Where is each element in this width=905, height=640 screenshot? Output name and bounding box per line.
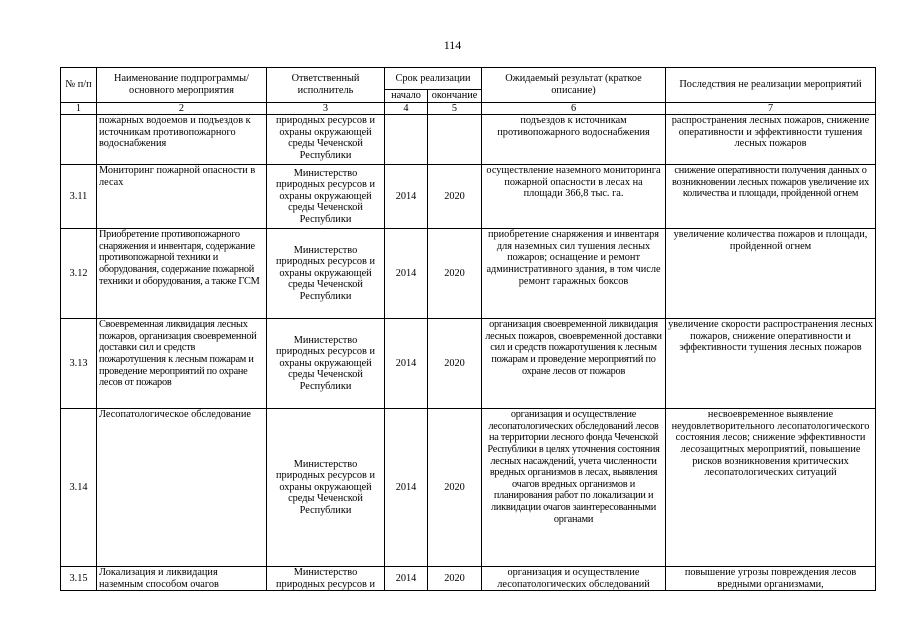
header-start: начало	[385, 90, 428, 103]
row-executor: Министерство природных ресурсов и охраны окружающей среды Чеченской Республики	[267, 409, 385, 567]
row-executor: Министерство природных ресурсов и охраны окружающей среды Чеченской Республики	[267, 229, 385, 319]
row-consequences: повышение угрозы повреждения лесов вредными организмами,	[666, 567, 876, 591]
row-result: приобретение снаряжения и инвентаря для наземных сил тушения лесных пожаров; оснащение и ремонт административного здания, в том числе ремонт гаражных боксов	[482, 229, 666, 319]
events-table	[60, 67, 876, 591]
col-number: 3	[267, 102, 385, 115]
row-start: 2014	[385, 229, 428, 319]
row-end: 2020	[428, 229, 482, 319]
row-start	[385, 115, 428, 165]
row-num: 3.13	[61, 319, 97, 409]
row-end: 2020	[428, 165, 482, 229]
table-row	[61, 319, 876, 409]
table-row	[61, 165, 876, 229]
header-num: № п/п	[61, 68, 97, 103]
row-num: 3.12	[61, 229, 97, 319]
header-end: окончание	[428, 90, 482, 103]
col-number: 4	[385, 102, 428, 115]
header-result: Ожидаемый результат (краткое описание)	[482, 68, 666, 103]
row-num	[61, 115, 97, 165]
row-result: организация и осуществление лесопатологических обследований	[482, 567, 666, 591]
row-executor: Министерство природных ресурсов и	[267, 567, 385, 591]
header-consequences: Последствия не реализации мероприятий	[666, 68, 876, 103]
header-executor: Ответственный исполнитель	[267, 68, 385, 103]
page-number: 114	[443, 38, 462, 52]
col-number: 1	[61, 102, 97, 115]
col-number: 7	[666, 102, 876, 115]
row-consequences: увеличение количества пожаров и площади, пройденной огнем	[666, 229, 876, 319]
header-row-1	[61, 68, 876, 90]
row-start: 2014	[385, 165, 428, 229]
row-name: Приобретение противопожарного снаряжения и инвентаря, содержание противопожарной техники и оборудования, содержание пожарной техники и оборудования, а также ГСМ	[97, 229, 267, 319]
header-term: Срок реализации	[385, 68, 482, 90]
table-row	[61, 409, 876, 567]
table-row	[61, 567, 876, 591]
row-consequences: увеличение скорости распространения лесных пожаров, снижение оперативности и эффективности тушения лесных пожаров	[666, 319, 876, 409]
table-row	[61, 229, 876, 319]
col-number: 6	[482, 102, 666, 115]
row-start: 2014	[385, 409, 428, 567]
row-name: Локализация и ликвидация наземным способом очагов	[97, 567, 267, 591]
row-name: Мониторинг пожарной опасности в лесах	[97, 165, 267, 229]
row-start: 2014	[385, 319, 428, 409]
row-consequences: снижение оперативности получения данных о возникновении лесных пожаров увеличение их количества и площади, пройденной огнем	[666, 165, 876, 229]
row-result: организация и осуществление лесопатологических обследований лесов на территории лесного фонда Чеченской Республики в целях уточнения состояния лесных насаждений, учета численности вредных организмов в лесах, выявления очагов вредных организмов и планирования работ по локализации и ликвидации очагов заинтересованными органами	[482, 409, 666, 567]
row-name: Своевременная ликвидация лесных пожаров, организация своевременной доставки сил и средств пожаротушения к лесным пожарам и проведение мероприятий по охране лесов от пожаров	[97, 319, 267, 409]
row-executor: Министерство природных ресурсов и охраны окружающей среды Чеченской Республики	[267, 165, 385, 229]
row-executor: природных ресурсов и охраны окружающей среды Чеченской Республики	[267, 115, 385, 165]
row-result: организация своевременной ликвидация лесных пожаров, своевременной доставки сил и средств пожаротушения к лесным пожарам и проведение мероприятий по охране лесов от пожаров	[482, 319, 666, 409]
row-executor: Министерство природных ресурсов и охраны окружающей среды Чеченской Республики	[267, 319, 385, 409]
row-result: подъездов к источникам противопожарного водоснабжения	[482, 115, 666, 165]
row-name: пожарных водоемов и подъездов к источникам противопожарного водоснабжения	[97, 115, 267, 165]
row-end: 2020	[428, 567, 482, 591]
row-num: 3.11	[61, 165, 97, 229]
table-row	[61, 115, 876, 165]
row-end: 2020	[428, 409, 482, 567]
row-consequences: распространения лесных пожаров, снижение оперативности и эффективности тушения лесных пожаров	[666, 115, 876, 165]
row-consequences: несвоевременное выявление неудовлетворительного лесопатологического состояния лесов; снижение эффективности лесозащитных мероприятий, повышение рисков возникновения критических лесопатологических ситуаций	[666, 409, 876, 567]
column-number-row	[61, 102, 876, 115]
row-num: 3.14	[61, 409, 97, 567]
row-num: 3.15	[61, 567, 97, 591]
header-name: Наименование подпрограммы/ основного мероприятия	[97, 68, 267, 103]
row-start: 2014	[385, 567, 428, 591]
row-end: 2020	[428, 319, 482, 409]
col-number: 5	[428, 102, 482, 115]
col-number: 2	[97, 102, 267, 115]
row-end	[428, 115, 482, 165]
row-result: осуществление наземного мониторинга пожарной опасности в лесах на площади 366,8 тыс. га.	[482, 165, 666, 229]
row-name: Лесопатологическое обследование	[97, 409, 267, 567]
